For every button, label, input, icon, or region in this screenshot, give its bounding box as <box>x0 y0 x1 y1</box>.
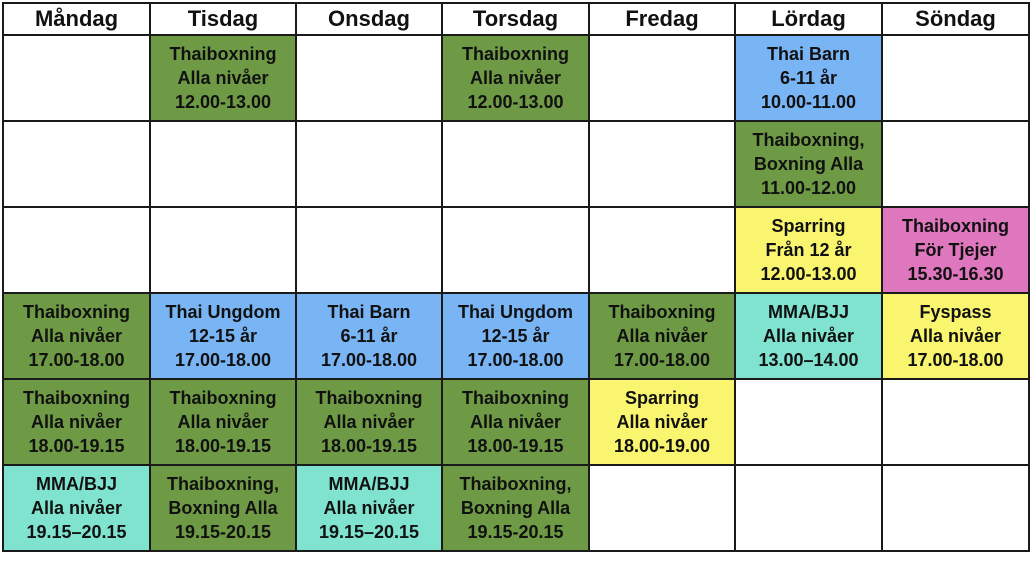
day-header: Lördag <box>735 3 882 35</box>
class-time: 19.15–20.15 <box>318 522 420 542</box>
day-header: Måndag <box>3 3 150 35</box>
class-name: Thaiboxning <box>23 302 130 322</box>
empty-cell <box>3 121 150 207</box>
empty-cell <box>735 379 882 465</box>
empty-cell <box>589 121 735 207</box>
class-name: Fyspass <box>919 302 992 322</box>
class-time: 18.00-19.15 <box>320 436 418 456</box>
day-header: Onsdag <box>296 3 442 35</box>
class-name: MMA/BJJ <box>767 302 849 322</box>
class-level: Alla nivåer <box>909 326 1002 346</box>
class-name: Thaiboxning, <box>752 130 865 150</box>
empty-cell <box>735 465 882 551</box>
class-time: 17.00-18.00 <box>907 350 1004 370</box>
class-level: 6-11 år <box>779 68 838 88</box>
class-cell <box>882 293 1029 379</box>
class-time: 17.00-18.00 <box>174 350 272 370</box>
empty-cell <box>296 121 442 207</box>
empty-cell <box>442 207 589 293</box>
empty-cell <box>882 35 1029 121</box>
class-time: 12.00-13.00 <box>760 264 857 284</box>
class-cell <box>296 379 442 465</box>
schedule-row <box>3 465 1029 551</box>
class-cell <box>3 379 150 465</box>
class-name: Thai Ungdom <box>165 302 281 322</box>
class-level: Alla nivåer <box>323 412 415 432</box>
empty-cell <box>589 465 735 551</box>
schedule-table <box>2 2 1030 552</box>
schedule-row <box>3 35 1029 121</box>
schedule-body <box>3 35 1029 551</box>
empty-cell <box>150 207 296 293</box>
class-level: Boxning Alla <box>168 498 278 518</box>
header-row <box>3 3 1029 35</box>
class-time: 12.00-13.00 <box>174 92 272 112</box>
class-time: 19.15–20.15 <box>26 522 127 542</box>
class-level: Alla nivåer <box>323 498 415 518</box>
class-cell <box>735 35 882 121</box>
class-cell <box>735 207 882 293</box>
class-time: 19.15-20.15 <box>467 522 564 542</box>
class-time: 17.00-18.00 <box>320 350 418 370</box>
class-level: Alla nivåer <box>469 68 562 88</box>
class-time: 18.00-19.15 <box>467 436 564 456</box>
class-name: Thaiboxning, <box>167 474 279 494</box>
class-level: Alla nivåer <box>762 326 855 346</box>
class-level: Alla nivåer <box>30 498 123 518</box>
class-name: Thaiboxning <box>169 44 277 64</box>
class-name: Thaiboxning <box>462 44 569 64</box>
class-time: 18.00-19.15 <box>28 436 125 456</box>
class-name: MMA/BJJ <box>35 474 117 494</box>
class-time: 12.00-13.00 <box>467 92 564 112</box>
empty-cell <box>296 207 442 293</box>
empty-cell <box>882 121 1029 207</box>
schedule-header <box>3 3 1029 35</box>
empty-cell <box>882 379 1029 465</box>
class-time: 11.00-12.00 <box>760 178 857 198</box>
class-time: 15.30-16.30 <box>907 264 1004 284</box>
class-level: Alla nivåer <box>177 68 269 88</box>
class-time: 17.00-18.00 <box>613 350 711 370</box>
empty-cell <box>589 207 735 293</box>
class-time: 17.00-18.00 <box>467 350 564 370</box>
class-name: Thaiboxning <box>902 216 1009 236</box>
class-cell <box>442 465 589 551</box>
class-cell <box>3 293 150 379</box>
class-time: 13.00–14.00 <box>758 350 859 370</box>
class-name: Thaiboxning, <box>459 474 572 494</box>
class-cell <box>735 293 882 379</box>
class-level: Från 12 år <box>765 240 852 260</box>
empty-cell <box>589 35 735 121</box>
class-cell <box>3 465 150 551</box>
empty-cell <box>882 465 1029 551</box>
schedule-row <box>3 379 1029 465</box>
class-name: Thaiboxning <box>462 388 569 408</box>
class-name: Thai Barn <box>327 302 411 322</box>
class-level: Alla nivåer <box>616 326 708 346</box>
class-time: 10.00-11.00 <box>760 92 857 112</box>
class-level: 12-15 år <box>481 326 550 346</box>
class-cell <box>150 465 296 551</box>
class-level: Alla nivåer <box>616 412 708 432</box>
class-level: Boxning Alla <box>753 154 864 174</box>
class-name: MMA/BJJ <box>328 474 410 494</box>
day-header: Torsdag <box>442 3 589 35</box>
class-level: 12-15 år <box>188 326 258 346</box>
class-level: För Tjejer <box>914 240 997 260</box>
class-cell <box>442 35 589 121</box>
empty-cell <box>3 207 150 293</box>
class-level: Alla nivåer <box>177 412 269 432</box>
class-name: Sparring <box>624 388 699 408</box>
class-level: Boxning Alla <box>460 498 571 518</box>
class-time: 18.00-19.00 <box>613 436 711 456</box>
class-time: 19.15-20.15 <box>174 522 272 542</box>
class-cell <box>150 379 296 465</box>
day-header: Söndag <box>882 3 1029 35</box>
day-header: Tisdag <box>150 3 296 35</box>
empty-cell <box>296 35 442 121</box>
schedule-row <box>3 121 1029 207</box>
class-time: 17.00-18.00 <box>28 350 125 370</box>
class-name: Thai Ungdom <box>458 302 573 322</box>
class-level: 6-11 år <box>340 326 398 346</box>
class-level: Alla nivåer <box>469 412 562 432</box>
empty-cell <box>3 35 150 121</box>
empty-cell <box>150 121 296 207</box>
class-name: Sparring <box>771 216 846 236</box>
empty-cell <box>442 121 589 207</box>
class-cell <box>589 293 735 379</box>
class-cell <box>150 35 296 121</box>
class-cell <box>296 465 442 551</box>
class-time: 18.00-19.15 <box>174 436 272 456</box>
class-name: Thaiboxning <box>169 388 277 408</box>
class-level: Alla nivåer <box>30 326 123 346</box>
class-cell <box>735 121 882 207</box>
class-level: Alla nivåer <box>30 412 123 432</box>
class-cell <box>296 293 442 379</box>
schedule-row <box>3 293 1029 379</box>
class-cell <box>442 379 589 465</box>
class-cell <box>882 207 1029 293</box>
class-name: Thaiboxning <box>315 388 423 408</box>
class-name: Thai Barn <box>766 44 850 64</box>
day-header: Fredag <box>589 3 735 35</box>
class-name: Thaiboxning <box>23 388 130 408</box>
class-name: Thaiboxning <box>608 302 716 322</box>
class-cell <box>589 379 735 465</box>
schedule-row <box>3 207 1029 293</box>
class-cell <box>150 293 296 379</box>
class-cell <box>442 293 589 379</box>
